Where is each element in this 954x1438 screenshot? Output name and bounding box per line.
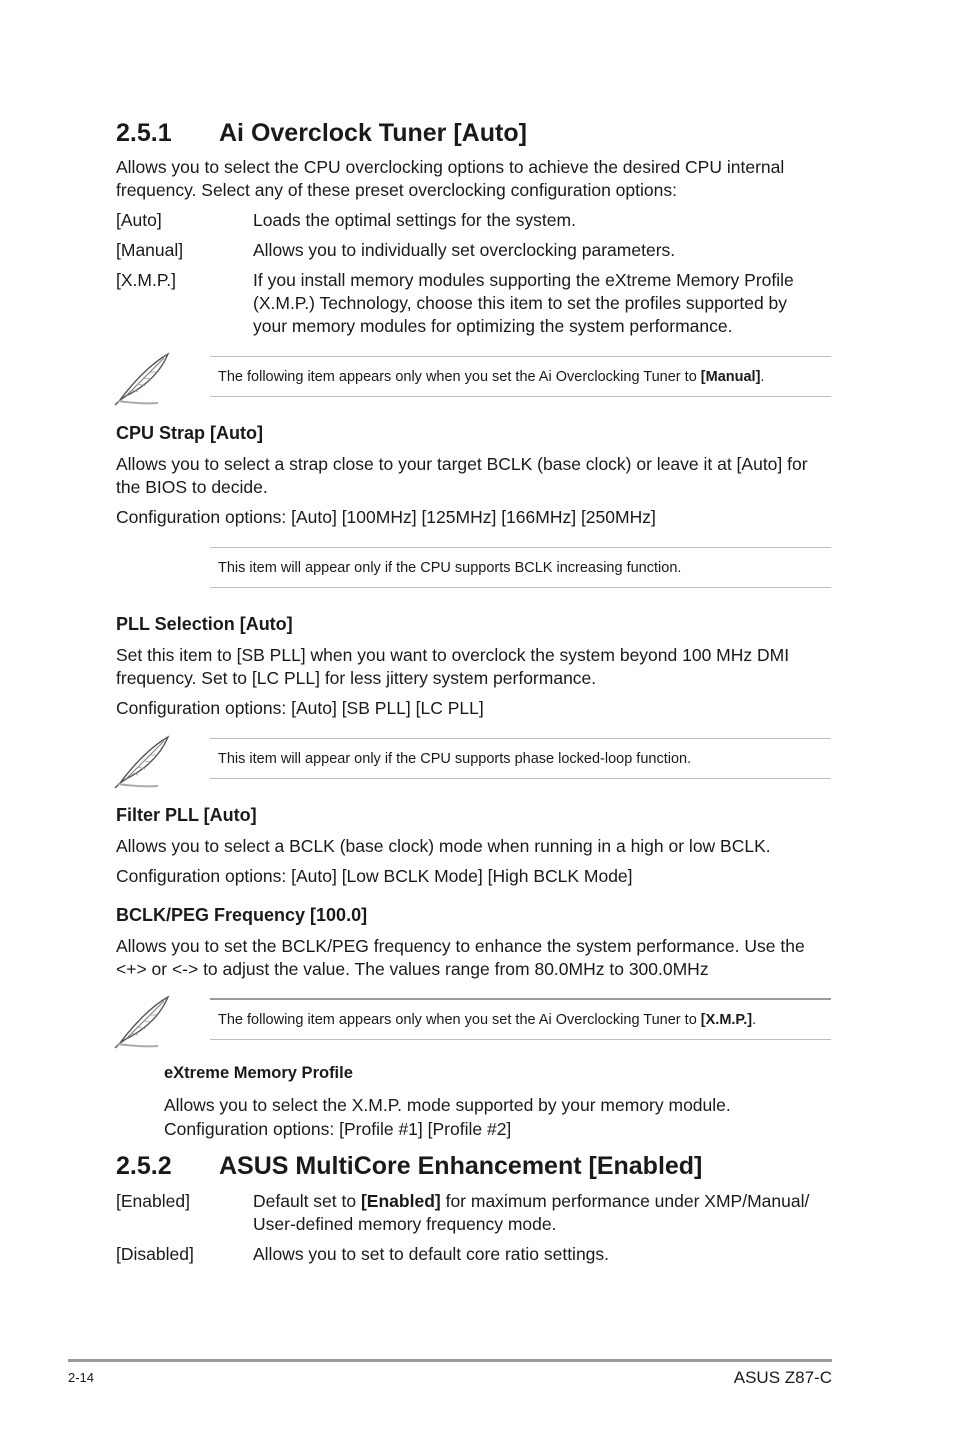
option-term: [Disabled] [116, 1244, 194, 1264]
note-divider [210, 1039, 831, 1040]
feather-pen-icon [112, 733, 174, 789]
note-text: This item will appear only if the CPU supports BCLK increasing function. [218, 560, 682, 576]
xmp-desc: Allows you to select the X.M.P. mode supported by your memory module. [164, 1095, 731, 1115]
bclk-peg-desc: Allows you to set the BCLK/PEG frequency to enhance the system performance. Use the <+> or <-> to adjust the value. The values range from 80.0MHz to 300.0MHz [116, 936, 805, 979]
section-2-5-2-heading [116, 1152, 816, 1182]
option-desc: Allows you to set to default core ratio settings. [253, 1244, 610, 1264]
section-number: 2.5.1 [116, 119, 172, 147]
option-desc: Loads the optimal settings for the system. [253, 210, 576, 230]
page-number: 2-14 [68, 1370, 95, 1385]
filter-pll-heading: Filter PLL [Auto] [116, 805, 257, 825]
note-divider [210, 778, 831, 779]
option-term: [X.M.P.] [116, 270, 176, 290]
note-text: This item will appear only if the CPU supports phase locked-loop function. [218, 751, 692, 767]
option-term: [Auto] [116, 210, 162, 230]
note-text: The following item appears only when you set the Ai Overclocking Tuner to [Manual]. [218, 369, 765, 385]
note-divider [210, 738, 831, 739]
cpu-strap-heading: CPU Strap [Auto] [116, 423, 263, 443]
section-intro: Allows you to select the CPU overclocking options to achieve the desired CPU internal frequency. Select any of these preset overclocking configuration options: [116, 157, 785, 200]
note-divider [210, 547, 831, 548]
bclk-peg-heading: BCLK/PEG Frequency [100.0] [116, 905, 368, 925]
note-text: The following item appears only when you set the Ai Overclocking Tuner to [X.M.P.]. [218, 1012, 757, 1028]
note-divider [210, 396, 831, 397]
option-term: [Enabled] [116, 1191, 190, 1211]
section-title: ASUS MultiCore Enhancement [Enabled] [219, 1152, 703, 1180]
feather-pen-icon [112, 350, 174, 406]
option-desc: Allows you to individually set overclocking parameters. [253, 240, 676, 260]
pll-selection-desc: Set this item to [SB PLL] when you want to overclock the system beyond 100 MHz DMI frequency. Set to [LC PLL] for less jittery system performance. [116, 645, 790, 688]
section-number: 2.5.2 [116, 1152, 172, 1180]
cpu-strap-desc: Allows you to select a strap close to your target BCLK (base clock) or leave it at [Auto] for the BIOS to decide. [116, 454, 808, 497]
feather-pen-icon [112, 993, 174, 1049]
pll-selection-config: Configuration options: [Auto] [SB PLL] [LC PLL] [116, 698, 484, 718]
xmp-config: Configuration options: [Profile #1] [Profile #2] [164, 1119, 512, 1139]
pll-selection-heading: PLL Selection [Auto] [116, 614, 293, 634]
note-divider [210, 356, 831, 357]
note-divider [210, 587, 831, 588]
section-title: Ai Overclock Tuner [Auto] [219, 119, 527, 147]
filter-pll-desc: Allows you to select a BCLK (base clock) mode when running in a high or low BCLK. [116, 836, 771, 856]
option-term: [Manual] [116, 240, 184, 260]
note-divider [210, 998, 831, 1000]
footer-divider [68, 1359, 832, 1362]
option-desc: Default set to [Enabled] for maximum performance under XMP/Manual/ User-defined memory frequency mode. [253, 1191, 810, 1234]
filter-pll-config: Configuration options: [Auto] [Low BCLK Mode] [High BCLK Mode] [116, 866, 633, 886]
product-name: ASUS Z87-C [733, 1368, 832, 1387]
cpu-strap-config: Configuration options: [Auto] [100MHz] [125MHz] [166MHz] [250MHz] [116, 507, 656, 527]
xmp-heading: eXtreme Memory Profile [164, 1064, 353, 1082]
section-2-5-1-heading [116, 119, 816, 149]
option-desc: If you install memory modules supporting the eXtreme Memory Profile (X.M.P.) Technology, choose this item to set the profiles supported by your memory modules for optimizing the system performance. [253, 270, 794, 336]
